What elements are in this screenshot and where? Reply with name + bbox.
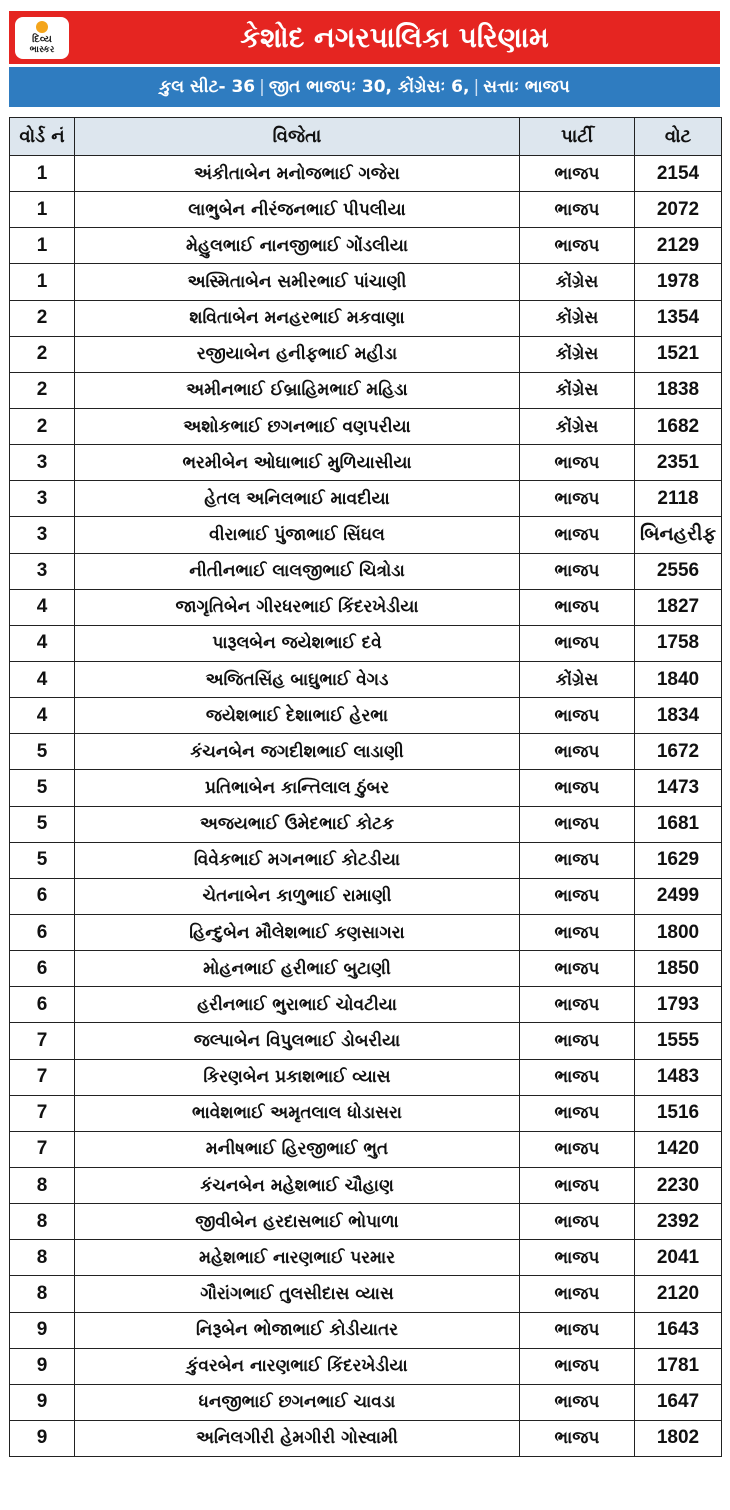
votes-cell: 2072 [635,192,722,228]
party-cell: ભાજપ [520,589,635,625]
ruling-party: સત્તાઃ ભાજપ [483,77,570,97]
votes-cell: 1516 [635,1095,722,1131]
ward-cell: 9 [10,1384,75,1420]
table-row [10,951,722,987]
votes-cell: 2041 [635,1240,722,1276]
winner-cell: કુંવરબેન નારણભાઈ કિંદરખેડીયા [75,1348,520,1384]
winner-cell: અશોકભાઈ છગનભાઈ વણપરીયા [75,408,520,444]
party-cell: ભાજપ [520,1204,635,1240]
party-cell: ભાજપ [520,1095,635,1131]
winner-cell: પારૂલબેન જયેશભાઈ દવે [75,625,520,661]
ward-cell: 6 [10,951,75,987]
winner-cell: ગૌરાંગભાઈ તુલસીદાસ વ્યાસ [75,1276,520,1312]
ward-cell: 3 [10,445,75,481]
party-cell: ભાજપ [520,914,635,950]
winner-cell: વીરાભાઈ પુંજાભાઈ સિંઘલ [75,517,520,553]
header-winner: વિજેતા [75,118,520,156]
votes-cell: 1793 [635,987,722,1023]
votes-cell: 1420 [635,1131,722,1167]
table-body [10,156,722,1457]
party-cell: ભાજપ [520,192,635,228]
winner-cell: નિરૂબેન ભોજાભાઈ કોડીયાતર [75,1312,520,1348]
table-row [10,1276,722,1312]
table-row [10,1023,722,1059]
winner-cell: કિરણબેન પ્રકાશભાઈ વ્યાસ [75,1059,520,1095]
ward-cell: 8 [10,1276,75,1312]
ward-cell: 6 [10,914,75,950]
party-cell: કોંગ્રેસ [520,372,635,408]
winner-cell: નીતીનભાઈ લાલજીભાઈ ચિત્રોડા [75,553,520,589]
votes-cell: 1672 [635,734,722,770]
table-row [10,878,722,914]
divya-bhaskar-logo [15,17,69,59]
header-ward: વોર્ડ નં [10,118,75,156]
votes-cell: 1978 [635,264,722,300]
ward-cell: 8 [10,1204,75,1240]
party-cell: ભાજપ [520,1023,635,1059]
table-row [10,408,722,444]
party-cell: ભાજપ [520,625,635,661]
winner-cell: વિવેકભાઈ મગનભાઈ કોટડીયા [75,842,520,878]
winner-cell: જયેશભાઈ દેશાભાઈ હેરભા [75,698,520,734]
table-row [10,1059,722,1095]
table-row [10,770,722,806]
party-cell: ભાજપ [520,517,635,553]
votes-cell: બિનહરીફ [635,517,722,553]
table-row [10,734,722,770]
ward-cell: 5 [10,842,75,878]
ward-cell: 9 [10,1312,75,1348]
votes-cell: 1647 [635,1384,722,1420]
party-cell: ભાજપ [520,228,635,264]
votes-cell: 1802 [635,1420,722,1456]
table-row [10,1312,722,1348]
table-row [10,589,722,625]
votes-cell: 1473 [635,770,722,806]
party-cell: ભાજપ [520,1131,635,1167]
ward-cell: 1 [10,228,75,264]
party-cell: ભાજપ [520,1384,635,1420]
winner-cell: હિન્દુબેન મૌલેશભાઈ કણસાગરા [75,914,520,950]
table-row [10,806,722,842]
winner-cell: શવિતાબેન મનહરભાઈ મકવાણા [75,300,520,336]
separator: | [259,77,265,97]
party-cell: ભાજપ [520,445,635,481]
winner-cell: મોહનભાઈ હરીભાઈ બુટાણી [75,951,520,987]
winner-cell: મેહુલભાઈ નાનજીભાઈ ગોંડલીયા [75,228,520,264]
winner-cell: પ્રતિભાબેન કાન્તિલાલ ઠુંબર [75,770,520,806]
winner-cell: લાભુબેન નીરંજનભાઈ પીપલીયા [75,192,520,228]
table-row [10,553,722,589]
votes-cell: 1834 [635,698,722,734]
table-row [10,661,722,697]
party-cell: ભાજપ [520,1240,635,1276]
ward-cell: 5 [10,806,75,842]
votes-cell: 1827 [635,589,722,625]
header-bar [9,11,720,64]
party-cell: ભાજપ [520,734,635,770]
ward-cell: 3 [10,553,75,589]
ward-cell: 3 [10,517,75,553]
votes-cell: 1758 [635,625,722,661]
votes-cell: 2154 [635,156,722,192]
sun-icon [36,21,48,33]
votes-cell: 1681 [635,806,722,842]
votes-cell: 2120 [635,1276,722,1312]
results-table [9,117,722,1457]
table-row [10,1131,722,1167]
winner-cell: જીવીબેન હરદાસભાઈ ભોપાળા [75,1204,520,1240]
votes-cell: 2499 [635,878,722,914]
ward-cell: 7 [10,1023,75,1059]
winner-cell: અસ્મિતાબેન સમીરભાઈ પાંચાણી [75,264,520,300]
table-row [10,192,722,228]
party-cell: ભાજપ [520,806,635,842]
party-cell: ભાજપ [520,156,635,192]
table-row [10,156,722,192]
winner-cell: જાગૃતિબેન ગીરધરભાઈ કિંદરખેડીયા [75,589,520,625]
party-cell: ભાજપ [520,987,635,1023]
winner-cell: રજીયાબેન હનીફભાઈ મહીડા [75,336,520,372]
votes-cell: 1354 [635,300,722,336]
winner-cell: હેતલ અનિલભાઈ માવદીયા [75,481,520,517]
ward-cell: 5 [10,770,75,806]
table-row [10,264,722,300]
votes-cell: 1521 [635,336,722,372]
votes-cell: 1629 [635,842,722,878]
table-row [10,1095,722,1131]
table-row [10,300,722,336]
votes-cell: 2556 [635,553,722,589]
votes-cell: 1850 [635,951,722,987]
table-header-row [10,118,722,156]
ward-cell: 7 [10,1059,75,1095]
party-cell: ભાજપ [520,1276,635,1312]
votes-cell: 2230 [635,1167,722,1203]
votes-cell: 1781 [635,1348,722,1384]
ward-cell: 8 [10,1240,75,1276]
winner-cell: હરીનભાઈ ભુરાભાઈ ચોવટીયા [75,987,520,1023]
ward-cell: 1 [10,264,75,300]
votes-cell: 1483 [635,1059,722,1095]
winner-cell: અજયભાઈ ઉમેદભાઈ કોટક [75,806,520,842]
logo-text-line2: ભાસ્કર [29,45,55,55]
table-row [10,1204,722,1240]
party-cell: ભાજપ [520,481,635,517]
table-row [10,1384,722,1420]
votes-cell: 1838 [635,372,722,408]
table-row [10,481,722,517]
total-seats: કુલ સીટ- 36 [159,77,256,97]
ward-cell: 1 [10,192,75,228]
table-row [10,1348,722,1384]
winner-cell: જલ્પાબેન વિપુલભાઈ ડોબરીયા [75,1023,520,1059]
table-row [10,698,722,734]
table-row [10,1167,722,1203]
ward-cell: 4 [10,661,75,697]
ward-cell: 2 [10,336,75,372]
ward-cell: 2 [10,372,75,408]
header-party: પાર્ટી [520,118,635,156]
winner-cell: ભરમીબેન ઓઘાભાઈ મુળિયાસીયા [75,445,520,481]
party-cell: કોંગ્રેસ [520,300,635,336]
winner-cell: મનીષભાઈ હિરજીભાઈ ભુત [75,1131,520,1167]
table-row [10,625,722,661]
party-cell: ભાજપ [520,951,635,987]
header-votes: વોટ [635,118,722,156]
party-cell: ભાજપ [520,553,635,589]
party-cell: ભાજપ [520,878,635,914]
winner-cell: અનિલગીરી હેમગીરી ગોસ્વામી [75,1420,520,1456]
party-cell: ભાજપ [520,1348,635,1384]
winner-cell: ધનજીભાઈ છગનભાઈ ચાવડા [75,1384,520,1420]
ward-cell: 4 [10,698,75,734]
winner-cell: કંચનબેન જગદીશભાઈ લાડાણી [75,734,520,770]
winner-cell: મહેશભાઈ નારણભાઈ પરમાર [75,1240,520,1276]
ward-cell: 2 [10,408,75,444]
ward-cell: 5 [10,734,75,770]
party-cell: કોંગ્રેસ [520,661,635,697]
ward-cell: 7 [10,1095,75,1131]
summary-bar [9,67,720,107]
table-row [10,914,722,950]
party-cell: કોંગ્રેસ [520,264,635,300]
table-row [10,517,722,553]
winner-cell: અમીનભાઈ ઈબ્રાહિમભાઈ મહિડા [75,372,520,408]
party-cell: કોંગ્રેસ [520,336,635,372]
votes-cell: 1800 [635,914,722,950]
ward-cell: 6 [10,987,75,1023]
table-row [10,987,722,1023]
table-row [10,445,722,481]
separator: | [473,77,480,97]
ward-cell: 6 [10,878,75,914]
table-row [10,1240,722,1276]
logo-text-line1: દિવ્ય [32,34,52,45]
winner-cell: અજિતસિંહ બાઘુભાઈ વેગડ [75,661,520,697]
table-row [10,228,722,264]
table-row [10,336,722,372]
ward-cell: 7 [10,1131,75,1167]
table-row [10,372,722,408]
ward-cell: 4 [10,589,75,625]
party-cell: ભાજપ [520,1059,635,1095]
party-cell: ભાજપ [520,1167,635,1203]
win-counts: જીત ભાજપઃ 30, કોંગ્રેસઃ 6, [268,77,470,97]
ward-cell: 2 [10,300,75,336]
votes-cell: 2118 [635,481,722,517]
votes-cell: 2351 [635,445,722,481]
ward-cell: 1 [10,156,75,192]
table-row [10,842,722,878]
page-title: કેશોદ નગરપાલિકા પરિણામ [240,21,549,54]
ward-cell: 4 [10,625,75,661]
party-cell: ભાજપ [520,842,635,878]
ward-cell: 9 [10,1420,75,1456]
party-cell: ભાજપ [520,1420,635,1456]
votes-cell: 1643 [635,1312,722,1348]
winner-cell: ભાવેશભાઈ અમૃતલાલ ધોડાસરા [75,1095,520,1131]
winner-cell: ચેતનાબેન કાળુભાઈ રામાણી [75,878,520,914]
winner-cell: કંચનબેન મહેશભાઈ ચૌહાણ [75,1167,520,1203]
votes-cell: 1840 [635,661,722,697]
ward-cell: 3 [10,481,75,517]
winner-cell: અંકીતાબેન મનોજભાઈ ગજેરા [75,156,520,192]
party-cell: ભાજપ [520,698,635,734]
table-row [10,1420,722,1456]
party-cell: ભાજપ [520,770,635,806]
votes-cell: 2392 [635,1204,722,1240]
party-cell: કોંગ્રેસ [520,408,635,444]
ward-cell: 8 [10,1167,75,1203]
votes-cell: 1555 [635,1023,722,1059]
votes-cell: 1682 [635,408,722,444]
votes-cell: 2129 [635,228,722,264]
party-cell: ભાજપ [520,1312,635,1348]
ward-cell: 9 [10,1348,75,1384]
